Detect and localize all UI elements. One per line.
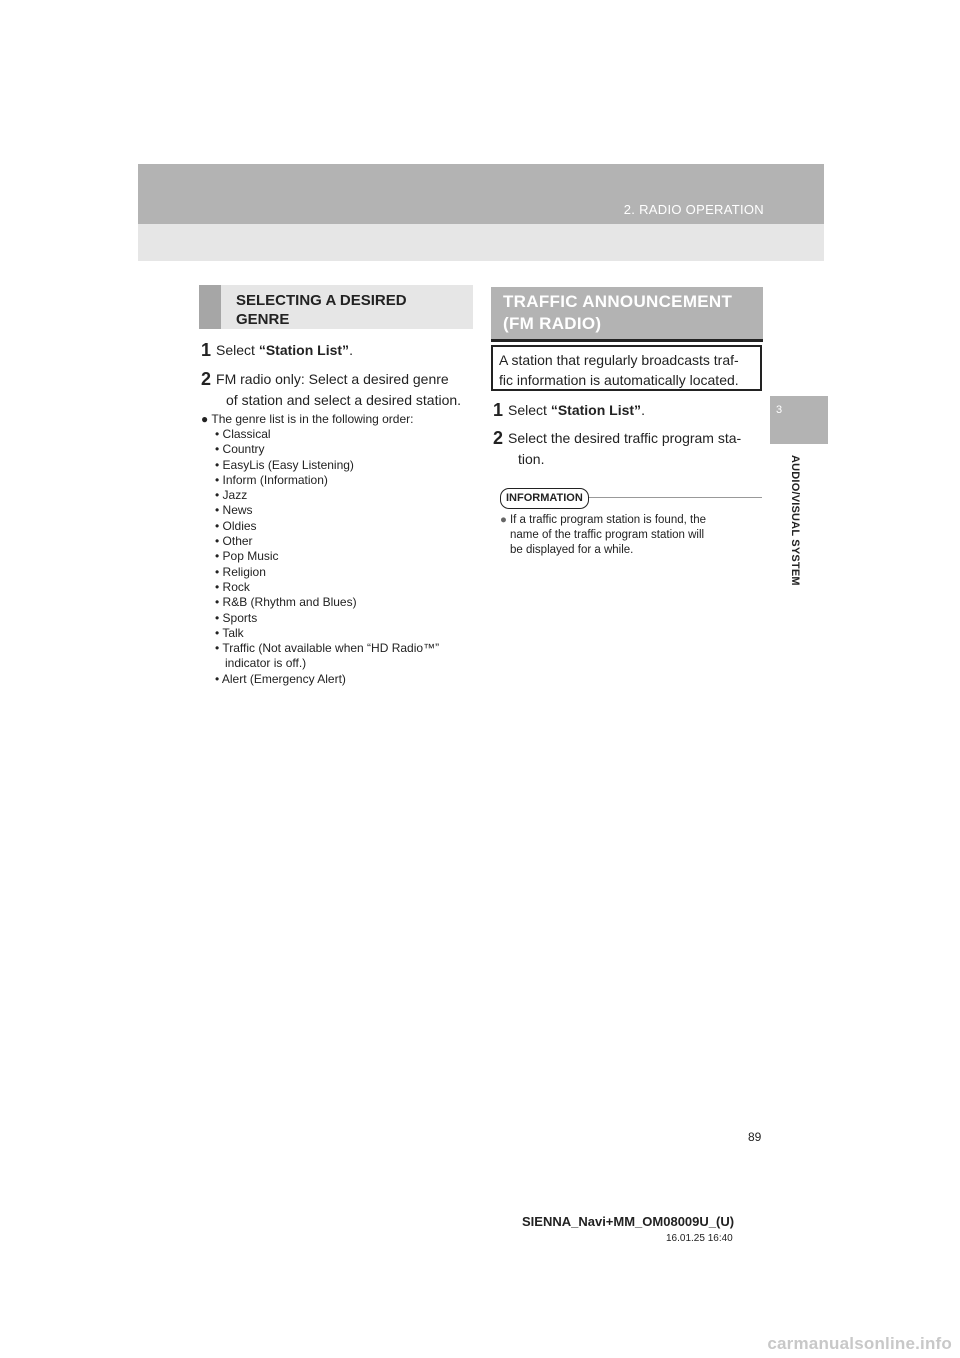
list-item: • EasyLis (Easy Listening)	[215, 457, 354, 472]
genre-intro-text: The genre list is in the following order:	[211, 412, 414, 426]
section-title: 2. RADIO OPERATION	[623, 202, 764, 217]
bullet-icon: ●	[201, 412, 209, 426]
heading-line-2: (FM RADIO)	[503, 314, 602, 333]
list-item: • Sports	[215, 610, 258, 625]
heading-line-1: TRAFFIC ANNOUNCEMENT	[503, 292, 733, 311]
info-line-3: be displayed for a while.	[510, 544, 634, 556]
document-code: SIENNA_Navi+MM_OM08009U_(U)	[522, 1214, 735, 1229]
list-item-continuation	[215, 656, 439, 671]
step-number: 2	[493, 428, 504, 448]
right-step-1	[493, 400, 645, 421]
step-text-line-1: FM radio only: Select a desired genre	[216, 371, 449, 387]
list-item: • Country	[215, 442, 265, 457]
heading-marker	[199, 285, 221, 329]
intro-line-2: fic information is automatically located.	[499, 372, 739, 388]
watermark: carmanualsonline.info	[767, 1334, 952, 1353]
left-step-1	[201, 340, 353, 361]
step-emphasis: “Station List”	[550, 402, 642, 418]
left-step-2	[201, 369, 461, 411]
heading-text	[236, 291, 407, 329]
intro-line-1: A station that regularly broadcasts traf-	[499, 352, 739, 368]
step-text: Select	[216, 342, 259, 358]
list-item: • Rock	[215, 579, 250, 594]
right-step-2	[493, 428, 741, 470]
heading-selecting-genre	[199, 285, 473, 329]
bullet-icon: ●	[500, 514, 507, 526]
heading-text	[503, 291, 732, 335]
list-item: • Oldies	[215, 518, 257, 533]
step-tail: .	[641, 402, 645, 418]
header-subband	[138, 224, 824, 261]
document-date: 16.01.25 16:40	[666, 1233, 733, 1244]
step-number: 1	[493, 400, 504, 420]
step-text-line-2: of station and select a desired station.	[226, 392, 462, 408]
chapter-number: 3	[776, 404, 783, 416]
genre-list	[215, 427, 439, 687]
heading-line-2: GENRE	[236, 311, 290, 328]
chapter-label: AUDIO/VISUAL SYSTEM	[789, 455, 801, 586]
list-item: • Alert (Emergency Alert)	[215, 671, 346, 686]
list-item: • News	[215, 503, 253, 518]
heading-line-1: SELECTING A DESIRED	[236, 292, 407, 309]
list-item: • Inform (Information)	[215, 472, 328, 487]
genre-intro	[201, 412, 413, 427]
step-tail: .	[349, 342, 353, 358]
step-text-line-2: tion.	[518, 451, 545, 467]
heading-traffic-announcement	[491, 287, 763, 342]
list-item: • Classical	[215, 427, 271, 441]
step-emphasis: “Station List”	[258, 342, 350, 358]
step-number: 1	[201, 340, 212, 360]
info-line-1: If a traffic program station is found, the	[509, 514, 706, 526]
info-line-2: name of the traffic program station will	[510, 529, 705, 541]
step-text: Select	[508, 402, 551, 418]
traffic-intro-box	[491, 345, 762, 391]
step-number: 2	[201, 369, 212, 389]
information-badge: INFORMATION	[500, 488, 589, 509]
list-item: • Religion	[215, 564, 266, 579]
page-number: 89	[748, 1130, 762, 1144]
list-item: • R&B (Rhythm and Blues)	[215, 595, 357, 610]
list-item: • Other	[215, 534, 253, 549]
information-text	[500, 513, 762, 558]
list-item: • Pop Music	[215, 549, 279, 564]
list-item-continuation-text: indicator is off.)	[225, 656, 307, 671]
list-item: • Talk	[215, 625, 244, 640]
list-item: • Jazz	[215, 488, 248, 503]
list-item: • Traffic (Not available when “HD Radio™”	[215, 641, 440, 656]
step-text-line-1: Select the desired traffic program sta-	[508, 430, 742, 446]
